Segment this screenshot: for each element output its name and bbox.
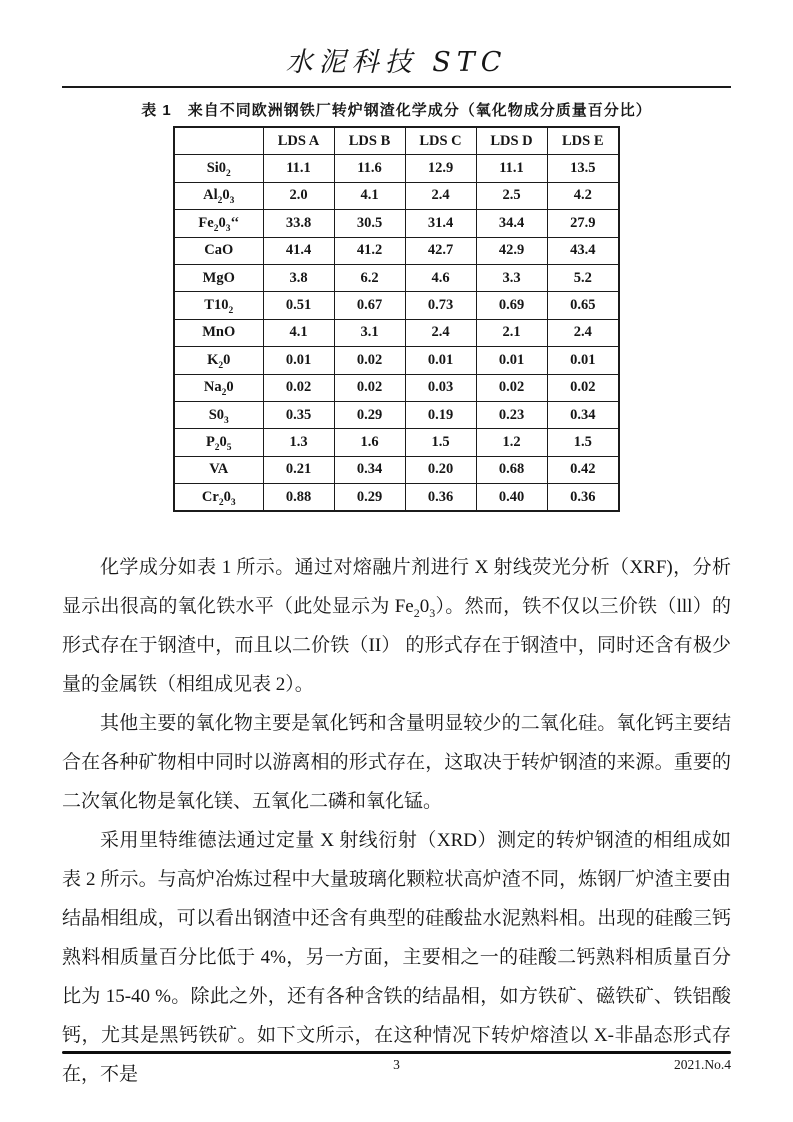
table-row bbox=[174, 319, 619, 346]
value-cell: 5.2 bbox=[547, 264, 619, 291]
value-cell: 1.6 bbox=[334, 429, 405, 456]
composition-table bbox=[173, 126, 620, 512]
value-cell: 0.68 bbox=[476, 456, 547, 483]
value-cell: 0.51 bbox=[263, 292, 334, 319]
row-label-cell: $Cr_20_3$ bbox=[174, 484, 263, 512]
table-row bbox=[174, 264, 619, 291]
value-cell: 0.73 bbox=[405, 292, 476, 319]
journal-title: 水泥科技 STC bbox=[285, 47, 508, 78]
value-cell: 11.1 bbox=[263, 155, 334, 182]
value-cell: 43.4 bbox=[547, 237, 619, 264]
value-cell: 3.3 bbox=[476, 264, 547, 291]
row-label-cell: $Al_20_3$ bbox=[174, 182, 263, 209]
value-cell: 3.1 bbox=[334, 319, 405, 346]
table-row bbox=[174, 456, 619, 483]
row-label-cell: MgO bbox=[174, 264, 263, 291]
paragraph-phase-composition: 采用里特维德法通过定量 X 射线衍射（XRD）测定的转炉钢渣的相组成如表 2 所示。与高炉冶炼过程中大量玻璃化颗粒状高炉渣不同，炼钢厂炉渣主要由结晶相组成，可以看出钢渣中还含有典型的硅酸盐水泥熟料相。出现的硅酸三钙熟料相质量百分比低于 4%，另一方面，主要相之一的硅酸二钙熟料相质量百分比为 15-40 %。除此之外，还有各种含铁的结晶相，如方铁矿、磁铁矿、铁铝酸钙，尤其是黑钙铁矿。如下文所示，在这种情况下转炉熔渣以 X-非晶态形式存在，不是 bbox=[62, 830, 731, 1085]
value-cell: 6.2 bbox=[334, 264, 405, 291]
value-cell: 4.1 bbox=[334, 182, 405, 209]
table-row bbox=[174, 429, 619, 456]
table-row bbox=[174, 292, 619, 319]
value-cell: 0.01 bbox=[547, 347, 619, 374]
value-cell: 41.2 bbox=[334, 237, 405, 264]
header-cell: LDS B bbox=[334, 127, 405, 155]
issue-label: 2021.No.4 bbox=[674, 1057, 731, 1072]
row-label-cell: $P_20_5$ bbox=[174, 429, 263, 456]
value-cell: 31.4 bbox=[405, 210, 476, 237]
value-cell: 0.02 bbox=[476, 374, 547, 401]
table-row bbox=[174, 401, 619, 428]
table1-caption: 表 1 来自不同欧洲钢铁厂转炉钢渣化学成分（氧化物成分质量百分比） bbox=[141, 102, 652, 119]
value-cell: 0.23 bbox=[476, 401, 547, 428]
header-cell bbox=[174, 127, 263, 155]
table1-container bbox=[173, 126, 620, 512]
value-cell: 0.01 bbox=[405, 347, 476, 374]
value-cell: 0.01 bbox=[476, 347, 547, 374]
value-cell: 2.4 bbox=[405, 182, 476, 209]
page-number: 3 bbox=[393, 1057, 400, 1072]
value-cell: 0.01 bbox=[263, 347, 334, 374]
value-cell: 1.3 bbox=[263, 429, 334, 456]
value-cell: 0.42 bbox=[547, 456, 619, 483]
table-row bbox=[174, 484, 619, 512]
value-cell: 2.0 bbox=[263, 182, 334, 209]
value-cell: 1.2 bbox=[476, 429, 547, 456]
article-body bbox=[62, 548, 731, 1094]
header-cell: LDS E bbox=[547, 127, 619, 155]
value-cell: 0.21 bbox=[263, 456, 334, 483]
value-cell: 0.02 bbox=[334, 347, 405, 374]
value-cell: 34.4 bbox=[476, 210, 547, 237]
value-cell: 0.19 bbox=[405, 401, 476, 428]
row-label-cell: MnO bbox=[174, 319, 263, 346]
value-cell: 11.1 bbox=[476, 155, 547, 182]
value-cell: 2.5 bbox=[476, 182, 547, 209]
row-label-cell: $Si0_2$ bbox=[174, 155, 263, 182]
value-cell: 30.5 bbox=[334, 210, 405, 237]
value-cell: 0.36 bbox=[547, 484, 619, 512]
table-row bbox=[174, 347, 619, 374]
header-cell: LDS D bbox=[476, 127, 547, 155]
value-cell: 27.9 bbox=[547, 210, 619, 237]
value-cell: 0.02 bbox=[334, 374, 405, 401]
value-cell: 2.1 bbox=[476, 319, 547, 346]
row-label-cell: $K_20$ bbox=[174, 347, 263, 374]
row-label-cell: CaO bbox=[174, 237, 263, 264]
paragraph-chemical-composition: 化学成分如表 1 所示。通过对熔融片剂进行 X 射线荧光分析（XRF)，分析显示出很高的氧化铁水平（此处显示为 $Fe_20_3$）。然而，铁不仅以三价铁（lll）的形式存在于钢渣中，而且以二价铁（II） 的形式存在于钢渣中，同时还含有极少量的金属铁（相组成见表 2）。 bbox=[62, 557, 731, 695]
value-cell: 4.1 bbox=[263, 319, 334, 346]
value-cell: 0.34 bbox=[334, 456, 405, 483]
value-cell: 1.5 bbox=[547, 429, 619, 456]
value-cell: 2.4 bbox=[405, 319, 476, 346]
value-cell: 11.6 bbox=[334, 155, 405, 182]
value-cell: 0.03 bbox=[405, 374, 476, 401]
table-row bbox=[174, 237, 619, 264]
value-cell: 33.8 bbox=[263, 210, 334, 237]
composition-table-head bbox=[174, 127, 619, 155]
table-row bbox=[174, 182, 619, 209]
value-cell: 0.69 bbox=[476, 292, 547, 319]
composition-table-body bbox=[174, 155, 619, 512]
value-cell: 42.9 bbox=[476, 237, 547, 264]
row-label-cell: $Fe_20_3‘‘$ bbox=[174, 210, 263, 237]
value-cell: 0.02 bbox=[263, 374, 334, 401]
value-cell: 13.5 bbox=[547, 155, 619, 182]
table-row bbox=[174, 374, 619, 401]
footer-divider bbox=[62, 1051, 731, 1054]
value-cell: 41.4 bbox=[263, 237, 334, 264]
value-cell: 4.6 bbox=[405, 264, 476, 291]
value-cell: 0.29 bbox=[334, 484, 405, 512]
value-cell: 0.67 bbox=[334, 292, 405, 319]
value-cell: 0.35 bbox=[263, 401, 334, 428]
value-cell: 4.2 bbox=[547, 182, 619, 209]
row-label-cell: VA bbox=[174, 456, 263, 483]
paragraph-other-oxides: 其他主要的氧化物主要是氧化钙和含量明显较少的二氧化硅。氧化钙主要结合在各种矿物相中同时以游离相的形式存在，这取决于转炉钢渣的来源。重要的二次氧化物是氧化镁、五氧化二磷和氧化锰。 bbox=[62, 713, 731, 812]
value-cell: 12.9 bbox=[405, 155, 476, 182]
value-cell: 0.20 bbox=[405, 456, 476, 483]
value-cell: 42.7 bbox=[405, 237, 476, 264]
value-cell: 0.88 bbox=[263, 484, 334, 512]
value-cell: 1.5 bbox=[405, 429, 476, 456]
header-cell: LDS C bbox=[405, 127, 476, 155]
value-cell: 0.36 bbox=[405, 484, 476, 512]
table-row bbox=[174, 210, 619, 237]
value-cell: 0.29 bbox=[334, 401, 405, 428]
value-cell: 0.40 bbox=[476, 484, 547, 512]
header-divider bbox=[62, 86, 731, 88]
row-label-cell: $T10_2$ bbox=[174, 292, 263, 319]
value-cell: 3.8 bbox=[263, 264, 334, 291]
value-cell: 0.65 bbox=[547, 292, 619, 319]
table-row bbox=[174, 155, 619, 182]
value-cell: 0.34 bbox=[547, 401, 619, 428]
row-label-cell: $Na_20$ bbox=[174, 374, 263, 401]
value-cell: 2.4 bbox=[547, 319, 619, 346]
value-cell: 0.02 bbox=[547, 374, 619, 401]
table-header-row bbox=[174, 127, 619, 155]
header-cell: LDS A bbox=[263, 127, 334, 155]
row-label-cell: $S0_3$ bbox=[174, 401, 263, 428]
